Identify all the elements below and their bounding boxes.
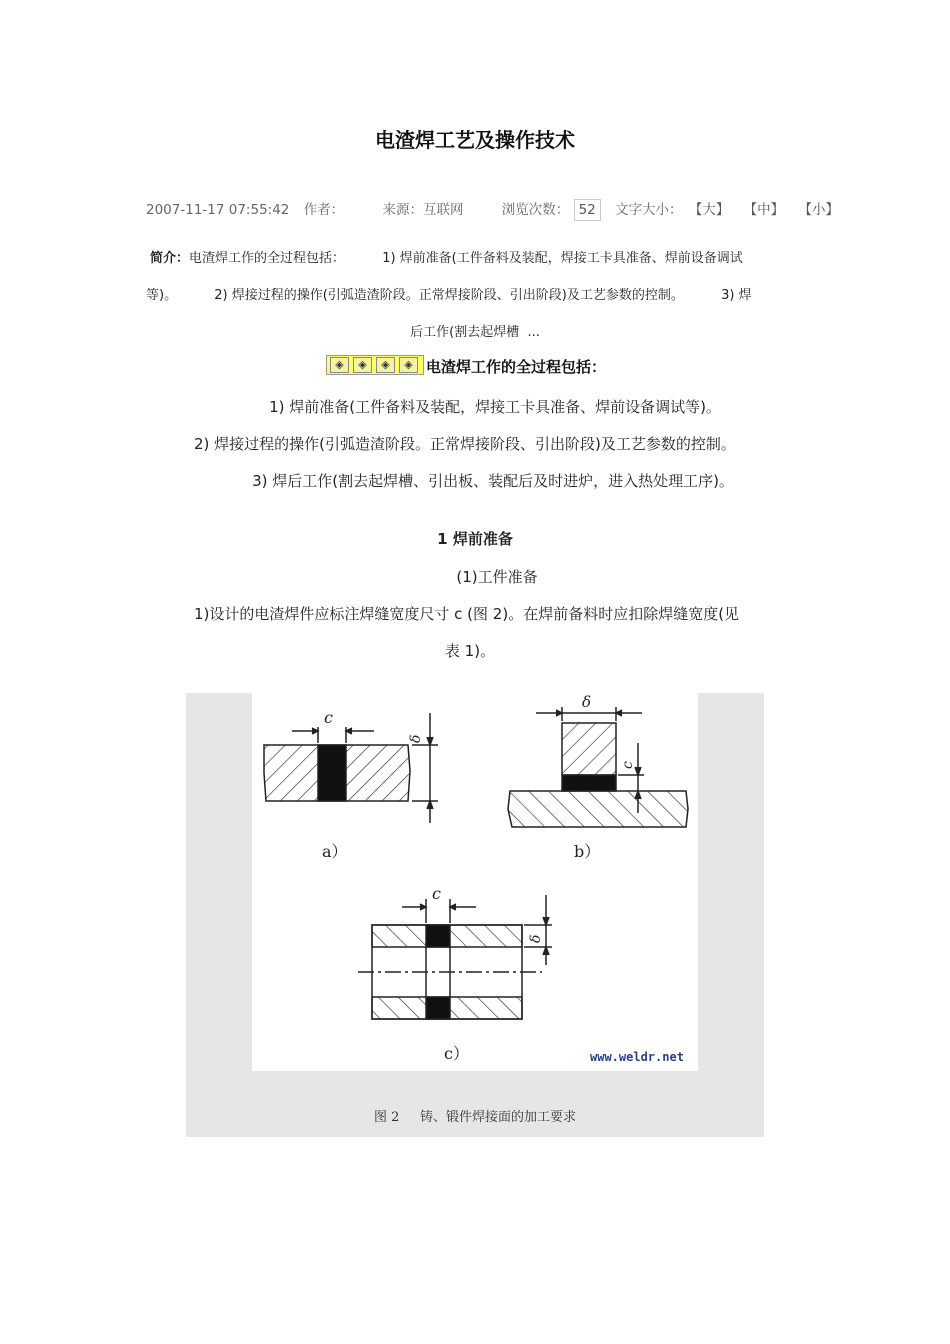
dim-delta-a: δ (408, 734, 424, 743)
article-meta (146, 198, 839, 221)
views-count: 52 (574, 199, 601, 221)
font-size-large-link[interactable]: 【大】 (688, 202, 730, 218)
font-size-label: 文字大小： (615, 202, 683, 218)
diagram-c (358, 884, 552, 1063)
page-title: 电渣焊工艺及操作技术 (375, 128, 575, 152)
intro-heading-row (326, 355, 606, 377)
step-2: 2) 焊接过程的操作(引弧造渣阶段。正常焊接阶段、引出阶段)及工艺参数的控制。 (194, 435, 736, 453)
decorative-bullet-icons (326, 355, 424, 375)
weld-diagram (252, 693, 698, 1071)
summary-label: 简介： (150, 251, 190, 266)
intro-heading: 电渣焊工作的全过程包括： (426, 358, 607, 376)
label-b: b） (574, 842, 601, 861)
dim-c-a: c (324, 708, 333, 727)
summary-line-2: 等)。 2) 焊接过程的操作(引弧造渣阶段。正常焊接阶段、引出阶段)及工艺参数的控制。 3) 焊 (146, 288, 752, 303)
bullet-icon: ◈ (399, 357, 418, 373)
dim-c-b: c (620, 761, 636, 769)
label-c: c） (444, 1044, 469, 1063)
source-label: 来源：互联网 (382, 202, 464, 218)
bullet-icon: ◈ (330, 357, 349, 373)
step-1: 1) 焊前准备(工件备料及装配，焊接工卡具准备、焊前设备调试等)。 (269, 398, 721, 416)
figure-caption: 图 2 铸、锻件焊接面的加工要求 (373, 1110, 577, 1125)
step-3: 3) 焊后工作(割去起焊槽、引出板、装配后及时进炉，进入热处理工序)。 (252, 472, 734, 490)
watermark: www.weldr.net (590, 1050, 684, 1064)
dim-delta-c: δ (528, 934, 544, 943)
section-heading: 1 焊前准备 (437, 530, 513, 548)
bullet-icon: ◈ (376, 357, 395, 373)
publish-datetime: 2007-11-17 07:55:42 (146, 202, 290, 218)
bullet-icon: ◈ (353, 357, 372, 373)
views-label: 浏览次数： (501, 202, 570, 218)
label-a: a） (322, 842, 348, 861)
font-size-small-link[interactable]: 【小】 (798, 202, 839, 218)
summary-line-1: 简介：电渣焊工作的全过程包括： 1) 焊前准备(工件备料及装配，焊接工卡具准备、焊前设备调试 (150, 251, 743, 266)
dim-c-c: c (432, 884, 441, 903)
paragraph-line-1: 1)设计的电渣焊件应标注焊缝宽度尺寸 c (图 2)。在焊前备料时应扣除焊缝宽度(见 (194, 605, 740, 623)
font-size-medium-link[interactable]: 【中】 (743, 202, 785, 218)
figure-image (252, 693, 698, 1071)
diagram-b (508, 693, 688, 861)
subsection-heading: (1)工件准备 (456, 568, 538, 586)
paragraph-line-2: 表 1)。 (444, 642, 496, 660)
summary-line-3: 后工作(割去起焊槽 ... (410, 325, 540, 340)
dim-delta-b: δ (582, 693, 592, 711)
diagram-a (264, 708, 438, 861)
author-label: 作者： (303, 202, 345, 218)
